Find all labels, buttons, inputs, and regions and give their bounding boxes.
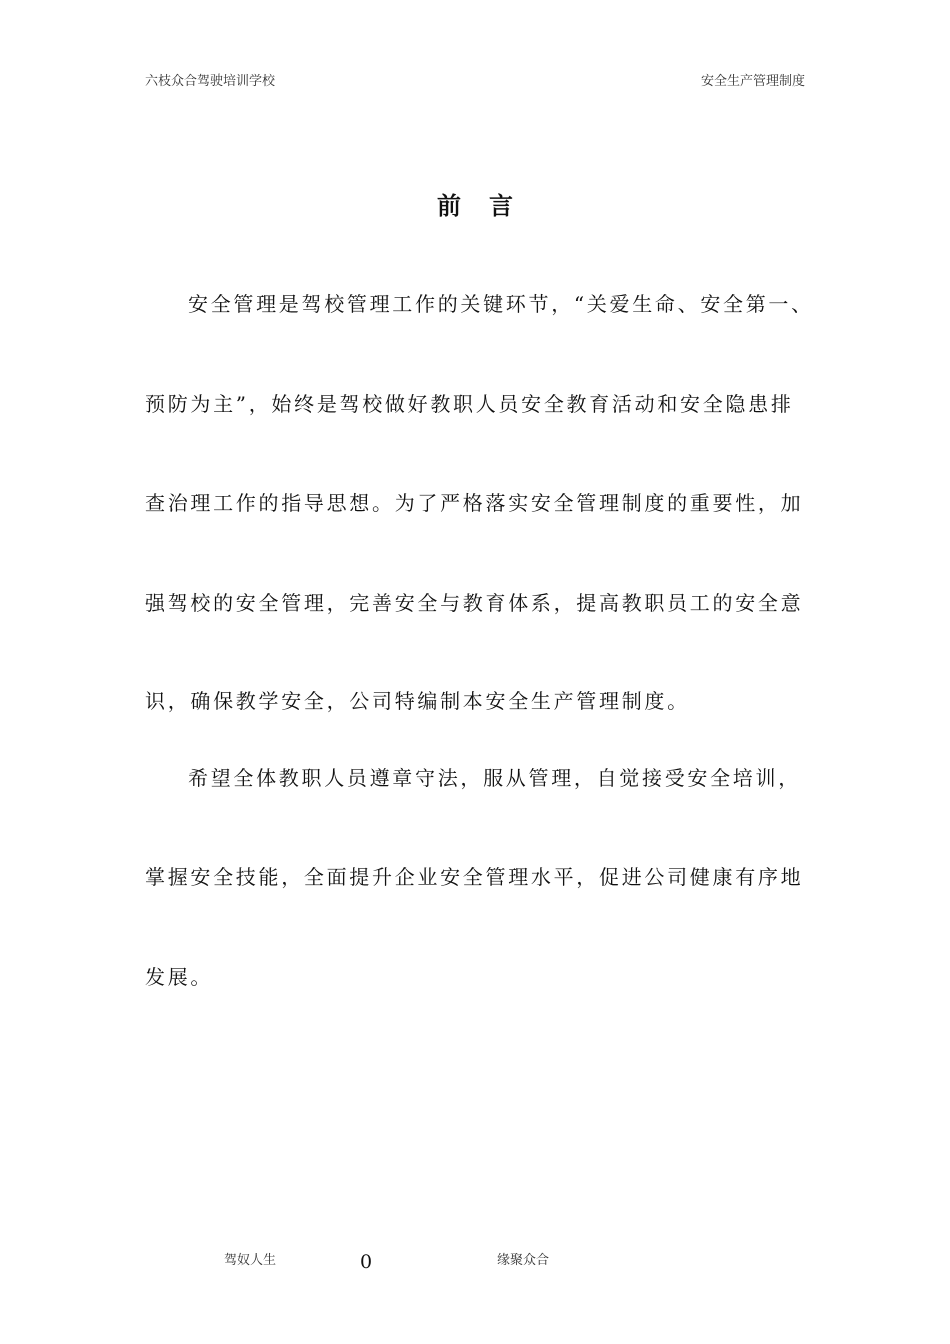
- page-number: 0: [360, 1251, 373, 1273]
- header-school-name: 六枝众合驾驶培训学校: [145, 74, 276, 89]
- header-document-title: 安全生产管理制度: [700, 74, 805, 89]
- footer-right-slogan: 缘聚众合: [497, 1253, 550, 1268]
- paragraph-1-line-5: 识，确保教学安全，公司特编制本安全生产管理制度。: [145, 689, 690, 713]
- footer-left-slogan: 驾奴人生: [224, 1253, 277, 1268]
- paragraph-1-line-3: 查治理工作的指导思想。为了严格落实安全管理制度的重要性，加: [145, 491, 804, 515]
- paragraph-1-line-4: 强驾校的安全管理，完善安全与教育体系，提高教职员工的安全意: [145, 591, 804, 615]
- paragraph-2-line-2: 掌握安全技能，全面提升企业安全管理水平，促进公司健康有序地: [145, 865, 804, 889]
- paragraph-1-line-2: 预防为主”，始终是驾校做好教职人员安全教育活动和安全隐患排: [145, 392, 794, 416]
- page-title: 前言: [437, 191, 541, 220]
- paragraph-2-line-1: 希望全体教职人员遵章守法，服从管理，自觉接受安全培训，: [188, 766, 801, 790]
- paragraph-2-line-3: 发展。: [145, 965, 214, 989]
- paragraph-1-line-1: 安全管理是驾校管理工作的关键环节，“关爱生命、安全第一、: [188, 292, 814, 316]
